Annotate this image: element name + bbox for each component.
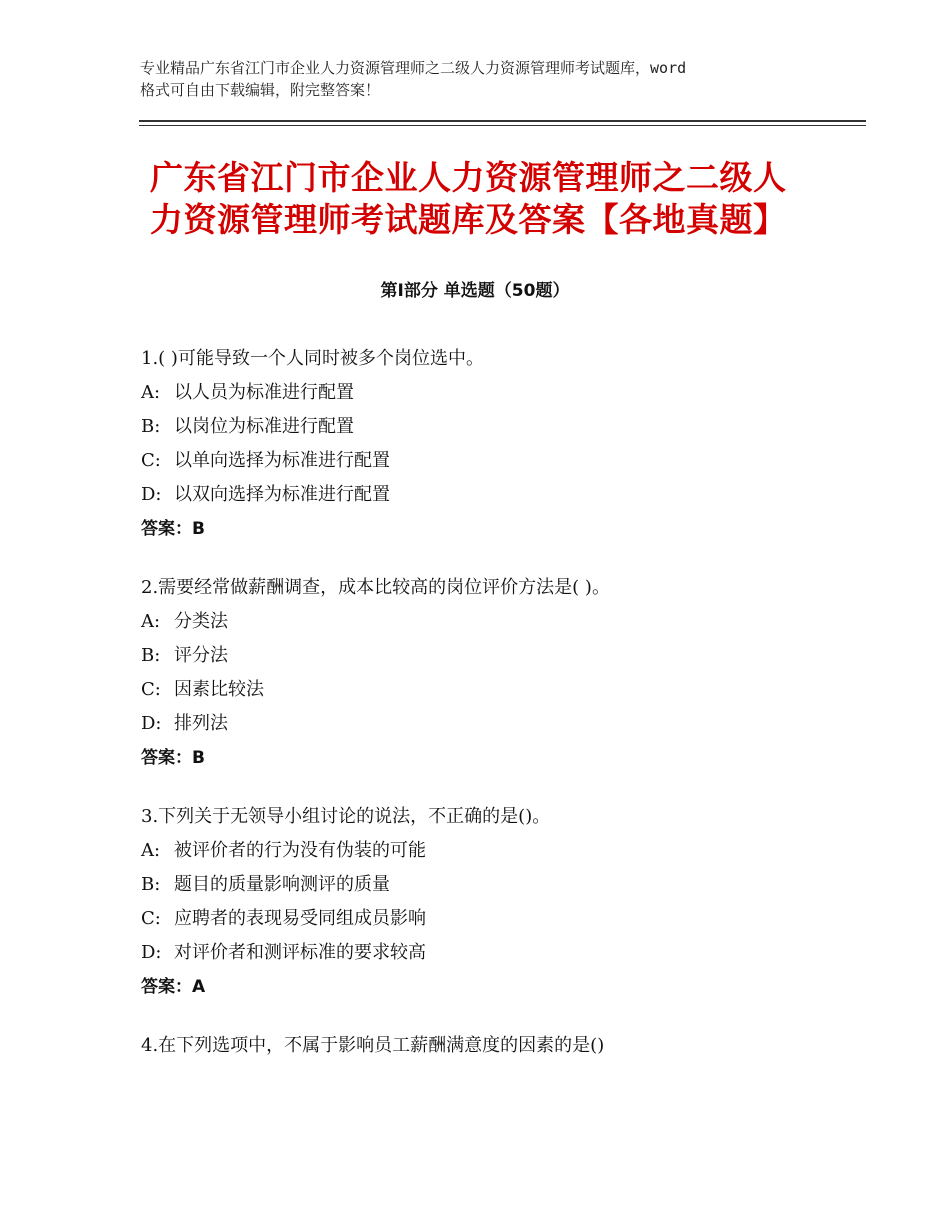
option-text: 排列法 [174, 713, 228, 734]
question-4 [141, 1029, 861, 1063]
option-text: 以单向选择为标准进行配置 [174, 450, 390, 471]
option-letter: B: [141, 874, 161, 895]
option-letter: D: [141, 942, 162, 963]
option-text: 以岗位为标准进行配置 [174, 416, 354, 437]
option-text: 被评价者的行为没有伪装的可能 [174, 840, 426, 861]
document-title [150, 157, 850, 241]
option-letter: D: [141, 713, 162, 734]
question-1 [141, 342, 861, 546]
option-letter: B: [141, 645, 161, 666]
option-c [141, 444, 861, 478]
answer-label: 答案：B [141, 519, 205, 539]
question-2 [141, 571, 861, 775]
question-stem: 4.在下列选项中，不属于影响员工薪酬满意度的因素的是() [141, 1035, 605, 1056]
option-letter: C: [141, 450, 161, 471]
document-title-line-1: 广东省江门市企业人力资源管理师之二级人 [150, 158, 787, 197]
option-letter: A: [141, 611, 161, 632]
section-heading: 第Ⅰ部分 单选题（50题） [380, 281, 570, 301]
question-stem: 3.下列关于无领导小组讨论的说法，不正确的是()。 [141, 806, 551, 827]
header-note [140, 57, 840, 101]
option-text: 以双向选择为标准进行配置 [174, 484, 390, 505]
option-text: 对评价者和测评标准的要求较高 [174, 942, 426, 963]
option-b [141, 868, 861, 902]
option-c [141, 902, 861, 936]
answer-label: 答案：A [141, 977, 206, 997]
option-b [141, 639, 861, 673]
option-a [141, 376, 861, 410]
header-divider-thin [139, 125, 866, 126]
answer-label: 答案：B [141, 748, 205, 768]
option-a [141, 605, 861, 639]
option-text: 评分法 [174, 645, 228, 666]
document-title-line-2: 力资源管理师考试题库及答案【各地真题】 [150, 200, 787, 239]
header-note-line-1: 专业精品广东省江门市企业人力资源管理师之二级人力资源管理师考试题库，word [140, 59, 687, 77]
header-note-line-2: 格式可自由下载编辑，附完整答案！ [140, 81, 381, 99]
option-a [141, 834, 861, 868]
option-text: 以人员为标准进行配置 [174, 382, 354, 403]
option-letter: B: [141, 416, 161, 437]
question-list [141, 342, 861, 1088]
option-letter: A: [141, 840, 161, 861]
question-stem: 1.( )可能导致一个人同时被多个岗位选中。 [141, 348, 484, 369]
option-d [141, 478, 861, 512]
option-d [141, 936, 861, 970]
option-text: 分类法 [174, 611, 228, 632]
option-text: 应聘者的表现易受同组成员影响 [174, 908, 426, 929]
option-c [141, 673, 861, 707]
option-letter: C: [141, 679, 161, 700]
option-b [141, 410, 861, 444]
header-divider-thick [139, 120, 866, 122]
option-letter: C: [141, 908, 161, 929]
option-text: 题目的质量影响测评的质量 [174, 874, 390, 895]
question-stem: 2.需要经常做薪酬调查，成本比较高的岗位评价方法是( )。 [141, 577, 610, 598]
option-letter: A: [141, 382, 161, 403]
option-text: 因素比较法 [174, 679, 264, 700]
question-3 [141, 800, 861, 1004]
option-letter: D: [141, 484, 162, 505]
option-d [141, 707, 861, 741]
